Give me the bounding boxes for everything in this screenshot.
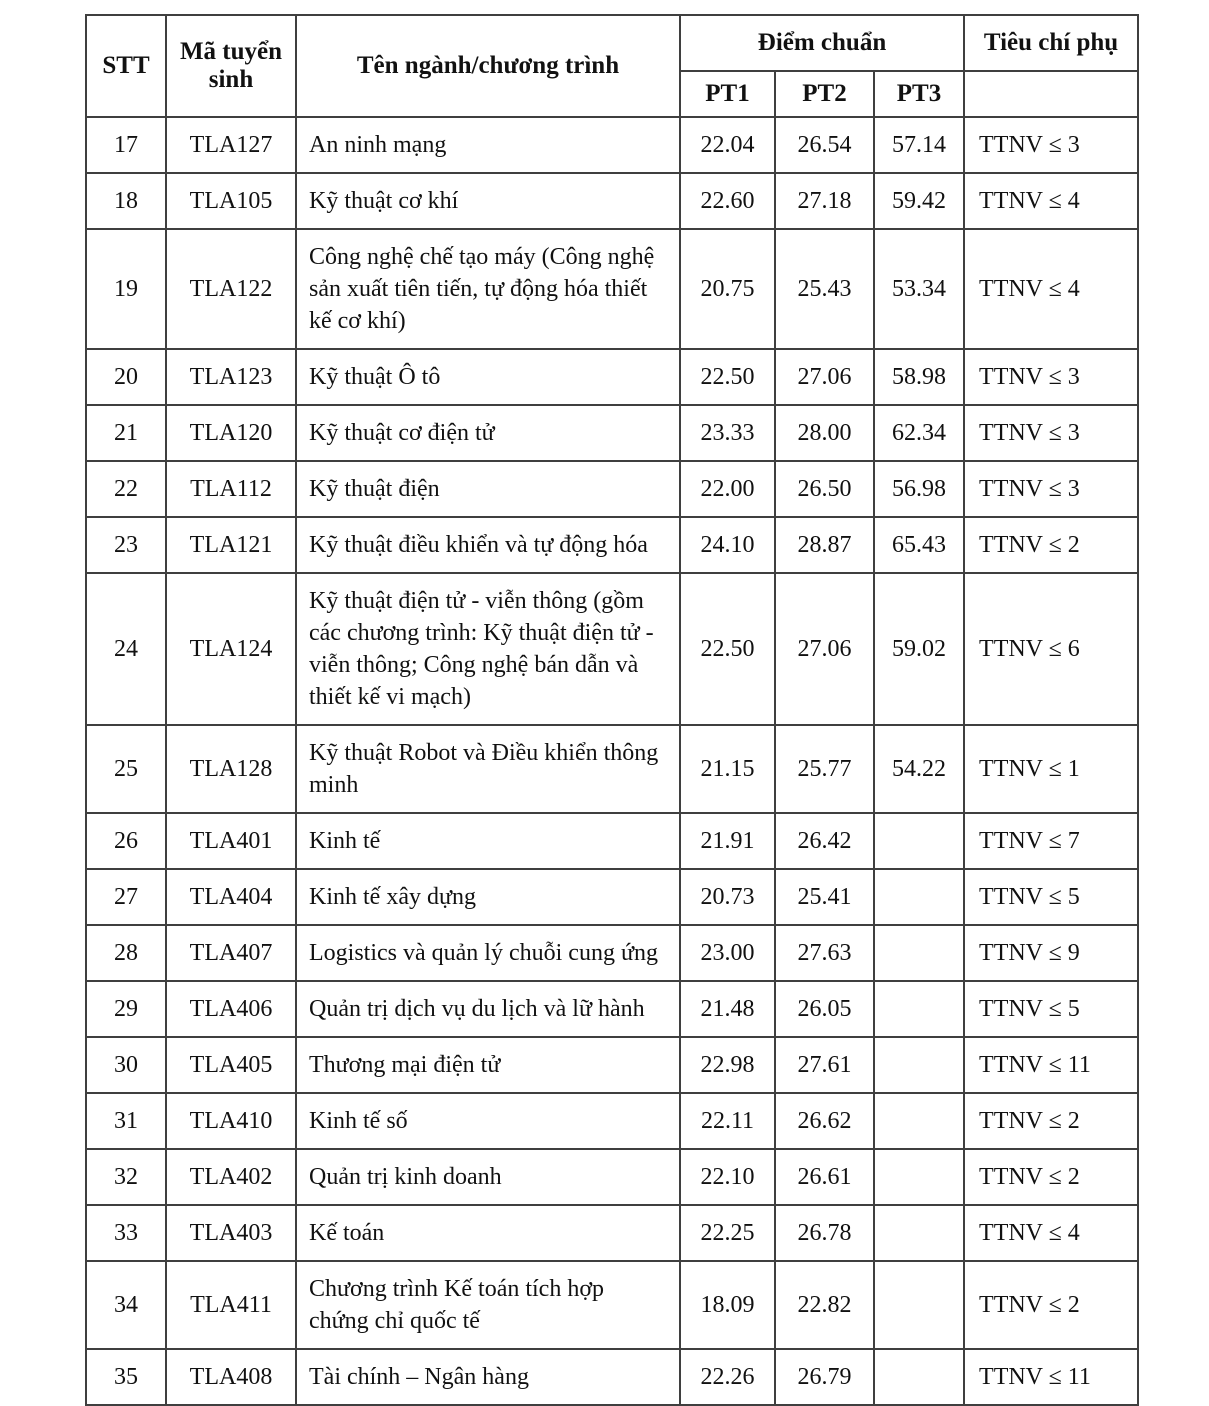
row-note: TTNV ≤ 6: [964, 573, 1138, 725]
row-pt1: 22.50: [680, 573, 775, 725]
row-pt1: 20.73: [680, 869, 775, 925]
row-note: TTNV ≤ 5: [964, 981, 1138, 1037]
row-pt1: 22.10: [680, 1149, 775, 1205]
row-stt: 33: [86, 1205, 166, 1261]
row-code: TLA122: [166, 229, 296, 349]
row-pt2: 26.50: [775, 461, 874, 517]
row-pt3: 62.34: [874, 405, 964, 461]
row-pt1: 23.33: [680, 405, 775, 461]
row-code: TLA127: [166, 117, 296, 173]
row-code: TLA404: [166, 869, 296, 925]
row-pt1: 22.25: [680, 1205, 775, 1261]
row-name: Kỹ thuật Ô tô: [296, 349, 680, 405]
row-stt: 18: [86, 173, 166, 229]
row-pt2: 28.87: [775, 517, 874, 573]
row-code: TLA405: [166, 1037, 296, 1093]
row-pt3: 57.14: [874, 117, 964, 173]
table-row: [86, 461, 1138, 517]
row-note: TTNV ≤ 4: [964, 229, 1138, 349]
table-row: [86, 869, 1138, 925]
col-header-pt3: PT3: [874, 71, 964, 117]
table-body: [86, 117, 1138, 1405]
row-stt: 34: [86, 1261, 166, 1349]
row-code: TLA402: [166, 1149, 296, 1205]
row-stt: 17: [86, 117, 166, 173]
row-pt1: 23.00: [680, 925, 775, 981]
row-code: TLA410: [166, 1093, 296, 1149]
row-pt2: 25.77: [775, 725, 874, 813]
row-stt: 25: [86, 725, 166, 813]
row-note: TTNV ≤ 2: [964, 517, 1138, 573]
row-name: Quản trị kinh doanh: [296, 1149, 680, 1205]
row-name: Chương trình Kế toán tích hợp chứng chỉ quốc tế: [296, 1261, 680, 1349]
row-pt2: 26.62: [775, 1093, 874, 1149]
row-pt1: 22.04: [680, 117, 775, 173]
row-code: TLA128: [166, 725, 296, 813]
row-pt3: [874, 1261, 964, 1349]
row-name: Kỹ thuật điện: [296, 461, 680, 517]
row-note: TTNV ≤ 4: [964, 173, 1138, 229]
row-stt: 32: [86, 1149, 166, 1205]
row-code: TLA408: [166, 1349, 296, 1405]
row-name: Kinh tế số: [296, 1093, 680, 1149]
row-code: TLA105: [166, 173, 296, 229]
table-row: [86, 925, 1138, 981]
row-pt2: 25.43: [775, 229, 874, 349]
table-header: [86, 15, 1138, 117]
row-pt1: 21.48: [680, 981, 775, 1037]
row-note: TTNV ≤ 3: [964, 349, 1138, 405]
admission-scores-table: [85, 14, 1139, 1406]
row-note: TTNV ≤ 9: [964, 925, 1138, 981]
row-pt3: [874, 925, 964, 981]
row-name: Công nghệ chế tạo máy (Công nghệ sản xuất tiên tiến, tự động hóa thiết kế cơ khí): [296, 229, 680, 349]
row-pt3: 53.34: [874, 229, 964, 349]
row-pt2: 26.61: [775, 1149, 874, 1205]
row-pt2: 26.05: [775, 981, 874, 1037]
row-pt3: 54.22: [874, 725, 964, 813]
table-row: [86, 229, 1138, 349]
row-stt: 30: [86, 1037, 166, 1093]
row-code: TLA124: [166, 573, 296, 725]
row-code: TLA120: [166, 405, 296, 461]
row-name: Tài chính – Ngân hàng: [296, 1349, 680, 1405]
row-code: TLA112: [166, 461, 296, 517]
row-note: TTNV ≤ 3: [964, 461, 1138, 517]
table-row: [86, 813, 1138, 869]
col-header-pt2: PT2: [775, 71, 874, 117]
row-pt1: 22.98: [680, 1037, 775, 1093]
row-note: TTNV ≤ 2: [964, 1261, 1138, 1349]
col-header-stt: STT: [86, 15, 166, 117]
row-pt3: [874, 813, 964, 869]
row-pt2: 26.79: [775, 1349, 874, 1405]
row-stt: 28: [86, 925, 166, 981]
row-pt3: 58.98: [874, 349, 964, 405]
row-pt2: 25.41: [775, 869, 874, 925]
row-pt2: 26.78: [775, 1205, 874, 1261]
col-header-note: Tiêu chí phụ: [964, 15, 1138, 71]
row-code: TLA403: [166, 1205, 296, 1261]
table-row: [86, 405, 1138, 461]
table-row: [86, 1093, 1138, 1149]
row-pt2: 27.61: [775, 1037, 874, 1093]
row-pt3: [874, 1349, 964, 1405]
row-note: TTNV ≤ 1: [964, 725, 1138, 813]
row-pt2: 27.06: [775, 349, 874, 405]
row-note: TTNV ≤ 11: [964, 1037, 1138, 1093]
header-row-1: [86, 15, 1138, 71]
row-stt: 26: [86, 813, 166, 869]
row-note: TTNV ≤ 4: [964, 1205, 1138, 1261]
row-pt3: [874, 1205, 964, 1261]
col-header-pt1: PT1: [680, 71, 775, 117]
table-row: [86, 117, 1138, 173]
row-stt: 27: [86, 869, 166, 925]
row-name: Kinh tế xây dựng: [296, 869, 680, 925]
table-row: [86, 981, 1138, 1037]
table-row: [86, 1205, 1138, 1261]
row-pt1: 21.91: [680, 813, 775, 869]
row-pt3: [874, 1037, 964, 1093]
table-row: [86, 573, 1138, 725]
col-header-note-empty: [964, 71, 1138, 117]
row-pt1: 21.15: [680, 725, 775, 813]
row-pt3: [874, 1149, 964, 1205]
row-stt: 29: [86, 981, 166, 1037]
row-pt1: 22.50: [680, 349, 775, 405]
table-row: [86, 349, 1138, 405]
row-name: Kỹ thuật điện tử - viễn thông (gồm các chương trình: Kỹ thuật điện tử - viễn thông; Công nghệ bán dẫn và thiết kế vi mạch): [296, 573, 680, 725]
row-pt2: 22.82: [775, 1261, 874, 1349]
row-pt1: 18.09: [680, 1261, 775, 1349]
row-name: Kinh tế: [296, 813, 680, 869]
table-row: [86, 1037, 1138, 1093]
row-pt1: 22.11: [680, 1093, 775, 1149]
row-name: Quản trị dịch vụ du lịch và lữ hành: [296, 981, 680, 1037]
row-name: Thương mại điện tử: [296, 1037, 680, 1093]
row-stt: 35: [86, 1349, 166, 1405]
row-pt1: 24.10: [680, 517, 775, 573]
row-pt3: [874, 981, 964, 1037]
row-code: TLA407: [166, 925, 296, 981]
row-pt2: 27.06: [775, 573, 874, 725]
row-name: Kỹ thuật Robot và Điều khiển thông minh: [296, 725, 680, 813]
row-pt1: 22.00: [680, 461, 775, 517]
table-row: [86, 725, 1138, 813]
row-note: TTNV ≤ 7: [964, 813, 1138, 869]
table-row: [86, 1261, 1138, 1349]
row-name: Kỹ thuật cơ điện tử: [296, 405, 680, 461]
row-pt3: 59.42: [874, 173, 964, 229]
row-stt: 31: [86, 1093, 166, 1149]
row-pt3: 56.98: [874, 461, 964, 517]
col-header-diem-chuan: Điểm chuẩn: [680, 15, 964, 71]
row-stt: 24: [86, 573, 166, 725]
row-pt3: 59.02: [874, 573, 964, 725]
row-stt: 20: [86, 349, 166, 405]
row-note: TTNV ≤ 5: [964, 869, 1138, 925]
row-pt3: [874, 869, 964, 925]
row-note: TTNV ≤ 2: [964, 1149, 1138, 1205]
row-code: TLA121: [166, 517, 296, 573]
row-pt1: 22.60: [680, 173, 775, 229]
row-pt2: 26.54: [775, 117, 874, 173]
row-note: TTNV ≤ 2: [964, 1093, 1138, 1149]
row-pt1: 22.26: [680, 1349, 775, 1405]
row-pt2: 27.18: [775, 173, 874, 229]
row-pt2: 26.42: [775, 813, 874, 869]
row-note: TTNV ≤ 3: [964, 117, 1138, 173]
row-name: Logistics và quản lý chuỗi cung ứng: [296, 925, 680, 981]
row-code: TLA401: [166, 813, 296, 869]
row-pt3: 65.43: [874, 517, 964, 573]
row-pt1: 20.75: [680, 229, 775, 349]
row-stt: 23: [86, 517, 166, 573]
row-stt: 22: [86, 461, 166, 517]
row-stt: 19: [86, 229, 166, 349]
row-name: Kỹ thuật điều khiển và tự động hóa: [296, 517, 680, 573]
row-code: TLA123: [166, 349, 296, 405]
row-pt2: 27.63: [775, 925, 874, 981]
col-header-name: Tên ngành/chương trình: [296, 15, 680, 117]
row-code: TLA411: [166, 1261, 296, 1349]
row-code: TLA406: [166, 981, 296, 1037]
row-pt2: 28.00: [775, 405, 874, 461]
table-row: [86, 517, 1138, 573]
row-pt3: [874, 1093, 964, 1149]
table-row: [86, 1149, 1138, 1205]
row-name: Kỹ thuật cơ khí: [296, 173, 680, 229]
table-row: [86, 173, 1138, 229]
row-note: TTNV ≤ 3: [964, 405, 1138, 461]
row-name: An ninh mạng: [296, 117, 680, 173]
row-note: TTNV ≤ 11: [964, 1349, 1138, 1405]
table-row: [86, 1349, 1138, 1405]
row-stt: 21: [86, 405, 166, 461]
col-header-code: Mã tuyển sinh: [166, 15, 296, 117]
row-name: Kế toán: [296, 1205, 680, 1261]
